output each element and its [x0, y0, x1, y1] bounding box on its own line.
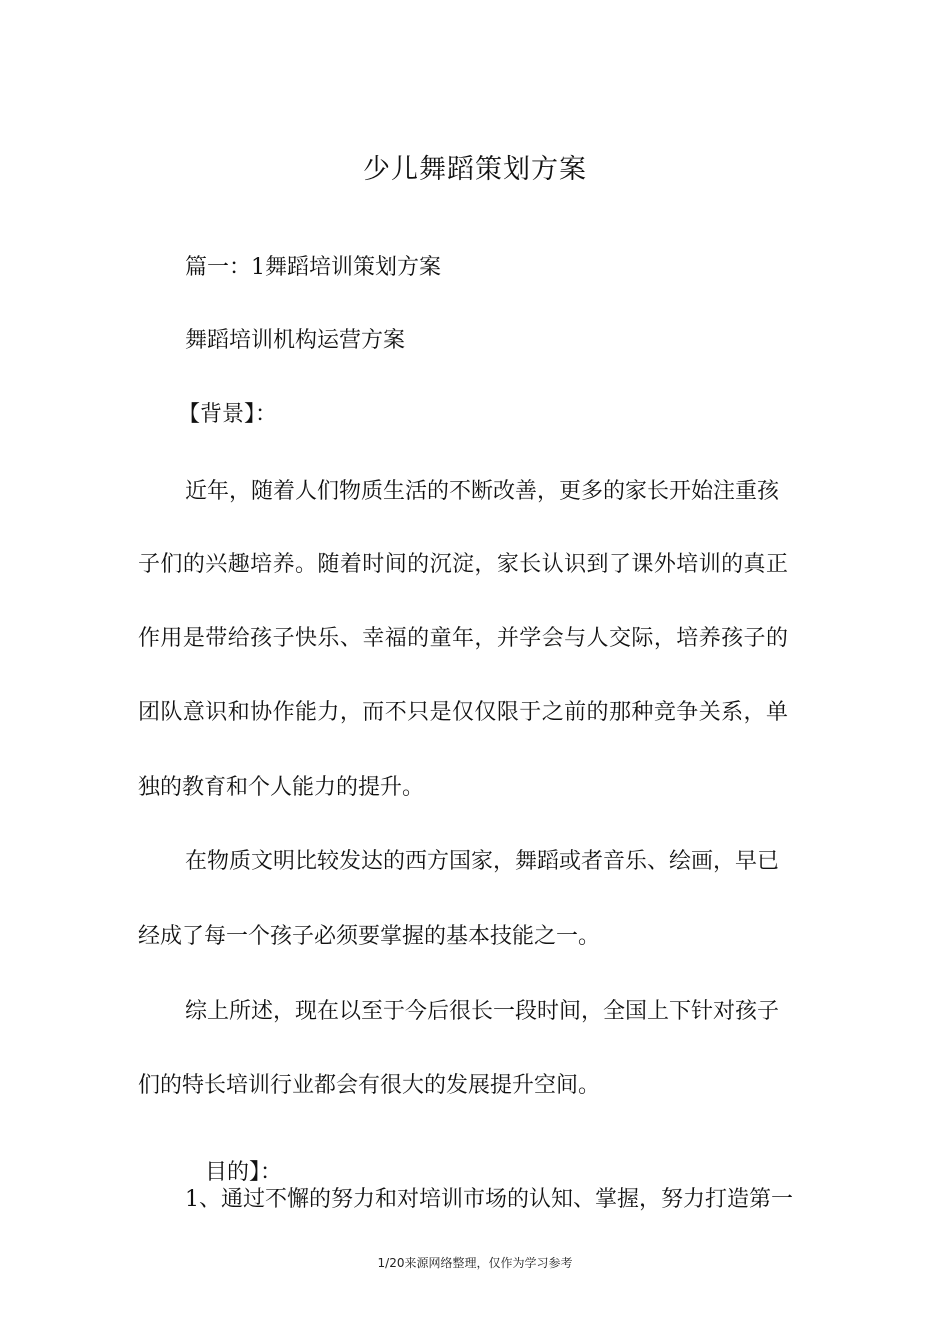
- paragraph-line: 子们的兴趣培养。随着时间的沉淀，家长认识到了课外培训的真正: [138, 552, 788, 577]
- paragraph-line: 团队意识和协作能力，而不只是仅仅限于之前的那种竞争关系，单: [138, 700, 788, 725]
- paragraph-line: 在物质文明比较发达的西方国家，舞蹈或者音乐、绘画，早已: [185, 849, 780, 874]
- paragraph-line: 经成了每一个孩子必须要掌握的基本技能之一。: [138, 924, 601, 949]
- sub-heading: 舞蹈培训机构运营方案: [185, 328, 406, 353]
- section-heading-background: 【背景】：: [178, 402, 278, 427]
- section-heading-goal: 目的】：: [205, 1160, 283, 1185]
- paragraph-line: 作用是带给孩子快乐、幸福的童年，并学会与人交际，培养孩子的: [138, 626, 788, 651]
- page-footer: 1/20来源网络整理，仅作为学习参考: [377, 1256, 573, 1270]
- chapter-heading: 篇一：1舞蹈培训策划方案: [185, 255, 441, 280]
- paragraph-line: 综上所述，现在以至于今后很长一段时间，全国上下针对孩子: [185, 999, 780, 1024]
- paragraph-line: 独的教育和个人能力的提升。: [138, 775, 425, 800]
- document-title: 少儿舞蹈策划方案: [363, 154, 587, 185]
- paragraph-line: 近年，随着人们物质生活的不断改善，更多的家长开始注重孩: [185, 479, 780, 504]
- paragraph-line: 们的特长培训行业都会有很大的发展提升空间。: [138, 1073, 601, 1098]
- list-item: 1、通过不懈的努力和对培训市场的认知、掌握，努力打造第一: [185, 1187, 793, 1212]
